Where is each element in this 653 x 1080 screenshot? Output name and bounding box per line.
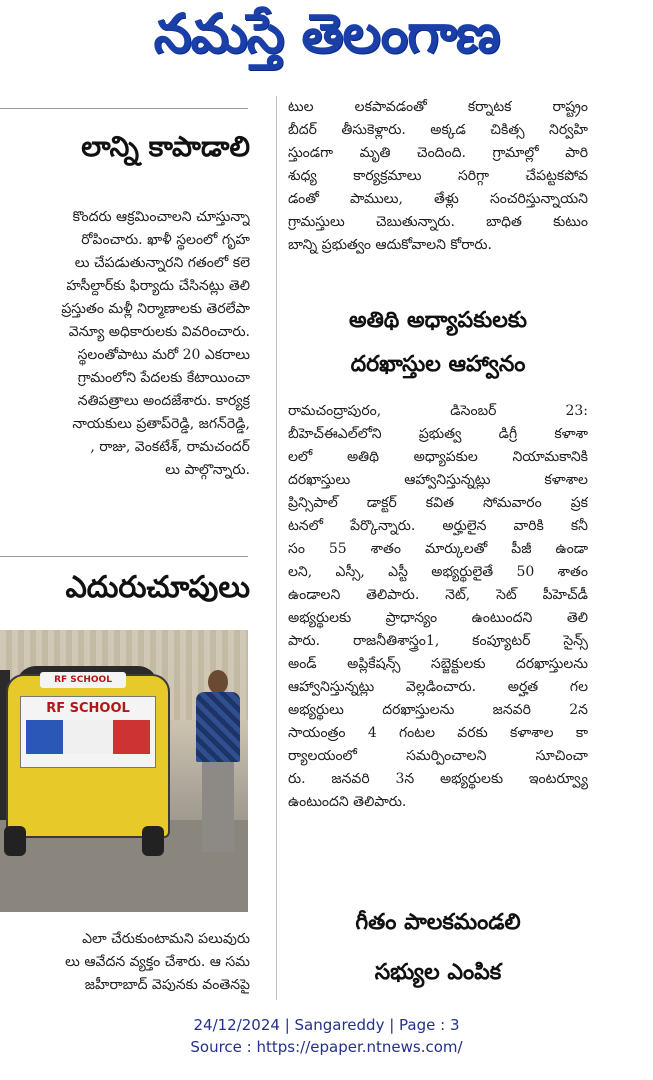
text-line: లు చేపడుతున్నారని గతంలో కలె — [74, 255, 250, 271]
text-line: నాయకులు ప్రతాప్‌రెడ్డి, జగన్‌రెడ్డి, — [72, 416, 250, 432]
column-divider — [276, 96, 277, 1000]
text-line: దరఖాస్తులు ఆహ్వానిస్తున్నట్లు కళాశాల — [288, 472, 588, 488]
right-column — [288, 96, 598, 1000]
news-photo-auto-rickshaw — [0, 630, 248, 912]
masthead — [0, 0, 653, 80]
text-line: రామచంద్రాపురం, డిసెంబర్ 23: — [288, 403, 588, 419]
text-line: స్థలంతోపాటు మరో 20 ఎకరాలు — [77, 347, 250, 363]
text-line: టనలో పేర్కొన్నారు. అర్హులైన వారికి కనీ — [288, 518, 588, 534]
wheel-left — [4, 826, 26, 856]
masthead-title: నమస్తే తెలంగాణ — [153, 1, 500, 65]
text-line: రోపించారు. ఖాళీ స్థలంలో గృహ — [81, 232, 250, 248]
text-line: వెన్యూ అధికారులకు వివరించారు. — [68, 324, 250, 340]
text-line: లని, ఎస్సీ, ఎస్టీ అభ్యర్థులైతే 50 శాతం — [288, 564, 588, 580]
text-line: బాన్ని ప్రభుత్వం ఆదుకోవాలని కోరారు. — [288, 237, 492, 253]
headline-gitam-1: గీతం పాలకమండలి — [355, 910, 521, 935]
text-line: ఉండాలని తెలిపారు. నెట్, సెట్ పీహెచ్‌డీ — [288, 587, 588, 603]
text-line: బీహెచ్‌ఈఎల్‌లోని ప్రభుత్వ డిగ్రీ కళాశా — [288, 426, 588, 442]
text-line: హసీల్దార్‌కు ఫిర్యాదు చేసినట్లు తెలి — [66, 278, 250, 294]
banner-title: RF SCHOOL — [46, 701, 130, 716]
text-line: అండ్ అప్లికేషన్స్ సబ్జెక్టులకు దరఖాస్తులను — [288, 656, 588, 672]
roof-sign: RF SCHOOL — [40, 672, 126, 688]
text-line: పారు. రాజనీతిశాస్త్రం1, కంప్యూటర్ సైన్స్ — [288, 633, 588, 649]
headline-guest-lecturers-2: దరఖాస్తుల ఆహ్వానం — [350, 352, 526, 377]
footer — [0, 1014, 653, 1058]
text-line: ప్రస్తుతం మళ్లీ నిర్మాణాలకు తెరలేపా — [61, 301, 250, 317]
school-banner — [20, 696, 156, 768]
text-line: కొందరు ఆక్రమించాలని చూస్తున్నా — [72, 209, 250, 225]
story-guest-lecturers — [288, 400, 588, 814]
text-line: ప్రిన్సిపాల్ డాక్టర్ కవిత సోమవారం ప్రక — [288, 495, 588, 511]
text-line: అభ్యర్థులకు ప్రాధాన్యం ఉంటుందని తెలి — [288, 610, 588, 626]
footer-date-edition: 24/12/2024 | Sangareddy | Page : 3 — [193, 1016, 460, 1034]
text-line: టుల లకపావడంతో కర్నాటక రాష్ట్రం — [288, 99, 588, 115]
headline-waiting: ఎదురుచూపులు — [65, 570, 250, 605]
text-line: గ్రామస్తులు చెబుతున్నారు. బాధిత కుటుం — [288, 214, 588, 230]
text-line: లలో అతిథి అధ్యాపకుల నియామకానికి — [288, 449, 588, 465]
text-line: బీదర్ తీసుకెళ్లారు. అక్కడ చికిత్స నిర్వహి — [288, 122, 588, 138]
text-line: స్తుండగా మృతి చెందింది. గ్రామాల్లో పారి — [288, 145, 588, 161]
text-line: శుధ్య కార్యక్రమాలు సరిగ్గా చేపట్టకపోవ — [288, 168, 588, 184]
text-line: జహీరాబాద్ వెపునకు వంతెనపై — [84, 977, 250, 993]
headline-land-protect: లాన్ని కాపాడాలి — [81, 130, 250, 163]
text-line: లు పాల్గొన్నారు. — [165, 462, 250, 478]
text-line: లు ఆవేదన వ్యక్తం చేశారు. ఆ సమ — [65, 954, 250, 970]
footer-source: Source : https://epaper.ntnews.com/ — [190, 1038, 463, 1056]
text-line: , రాజు, వెంకటేశ్, రామచందర్ — [90, 439, 250, 455]
text-line: ర్యాలయంలో సమర్పించాలని సూచించా — [288, 748, 588, 764]
section-rule — [0, 108, 248, 109]
text-line: ఆహ్వానిస్తున్నట్లు వెల్లడించారు. అర్హత గల — [288, 679, 588, 695]
left-column — [0, 96, 270, 1000]
story-land-protect — [0, 206, 250, 482]
text-line: అభ్యర్థులు దరఖాస్తులను జనవరి 2న — [288, 702, 588, 718]
story-top-continued — [288, 96, 588, 257]
text-line: డంతో పాములు, తేళ్లు సంచరిస్తున్నాయని — [288, 191, 588, 207]
story-waiting — [0, 928, 250, 997]
text-line: సం 55 శాతం మార్కులతో పీజీ ఉండా — [288, 541, 588, 557]
text-line: ఉంటుందని తెలిపారు. — [288, 794, 407, 810]
text-line: గ్రామంలోని పేదలకు కేటాయించా — [77, 370, 250, 386]
photo-person-standing — [196, 670, 240, 860]
text-line: ఎలా చేరుకుంటామని పలువురు — [82, 931, 250, 947]
section-rule — [0, 556, 248, 557]
text-line: నతిపత్రాలు అందజేశారు. కార్యక్ర — [77, 393, 250, 409]
wheel-right — [142, 826, 164, 856]
headline-gitam-2: సభ్యుల ఎంపిక — [374, 960, 502, 985]
headline-guest-lecturers-1: అతిథి అధ్యాపకులకు — [349, 308, 527, 333]
text-line: సాయంత్రం 4 గంటల వరకు కళాశాల కా — [288, 725, 588, 741]
text-line: రు. జనవరి 3న అభ్యర్థులకు ఇంటర్వ్యూ — [288, 771, 588, 787]
banner-graphic — [26, 720, 150, 754]
